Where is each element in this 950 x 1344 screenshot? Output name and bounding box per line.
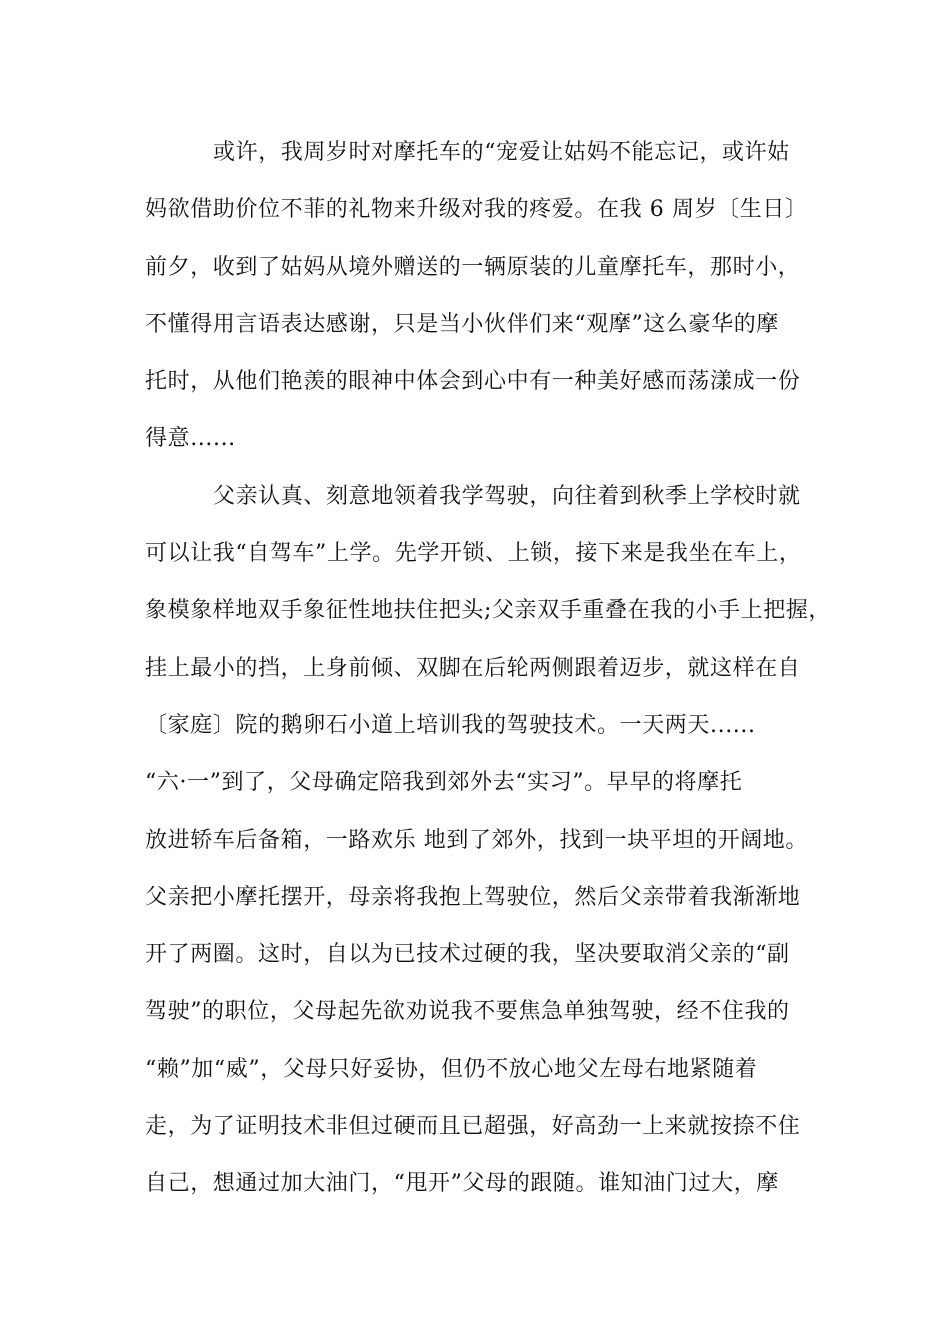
text-line: 前夕，收到了姑妈从境外赠送的一辆原装的儿童摩托车，那时小， — [145, 254, 801, 280]
text-line: 走，为了证明技术非但过硬而且已超强，好高劲一上来就按捺不住 — [145, 1114, 801, 1140]
text-line: 不懂得用言语表达感谢，只是当小伙伴们来“观摩”这么豪华的摩 — [145, 311, 779, 337]
document-body — [145, 133, 832, 1222]
text-line: 可以让我“自驾车”上学。先学开锁、上锁，接下来是我坐在车上， — [145, 541, 802, 567]
paragraph-2 — [145, 477, 832, 1222]
text-line: 托时，从他们艳羡的眼神中体会到心中有一种美好感而荡漾成一份 — [145, 369, 801, 395]
paragraph-1 — [145, 133, 810, 477]
text-line: 象模象样地双手象征性地扶住把头;父亲双手重叠在我的小手上把握， — [145, 598, 832, 624]
text-line: 驾驶”的职位，父母起先欲劝说我不要焦急单独驾驶，经不住我的 — [145, 999, 790, 1025]
text-line: 得意...... — [145, 426, 236, 452]
text-line: 父亲认真、刻意地领着我学驾驶，向往着到秋季上学校时就 — [213, 483, 801, 509]
text-line: 放进轿车后备箱，一路欢乐 地到了郊外，找到一块平坦的开阔地。 — [145, 827, 808, 853]
text-line: “赖”加“威”，父母只好妥协，但仍不放心地父左母右地紧随着 — [145, 1056, 758, 1082]
text-line: 父亲把小摩托摆开，母亲将我抱上驾驶位，然后父亲带着我渐渐地 — [145, 884, 801, 910]
text-line: 妈欲借助价位不菲的礼物来升级对我的疼爱。在我 6 周岁〔生日〕 — [145, 197, 808, 223]
text-line: 开了两圈。这时，自以为已技术过硬的我，坚决要取消父亲的“副 — [145, 942, 790, 968]
text-line: “六·一”到了，父母确定陪我到郊外去“实习”。早早的将摩托 — [145, 770, 743, 796]
text-line: 〔家庭〕院的鹅卵石小道上培训我的驾驶技术。一天两天...... — [145, 712, 756, 738]
text-line: 自己，想通过加大油门，“甩开”父母的跟随。谁知油门过大，摩 — [145, 1171, 779, 1197]
text-line: 或许，我周岁时对摩托车的“宠爱让姑妈不能忘记，或许姑 — [213, 140, 790, 165]
text-line: 挂上最小的挡，上身前倾、双脚在后轮两侧跟着迈步，就这样在自 — [145, 655, 801, 681]
